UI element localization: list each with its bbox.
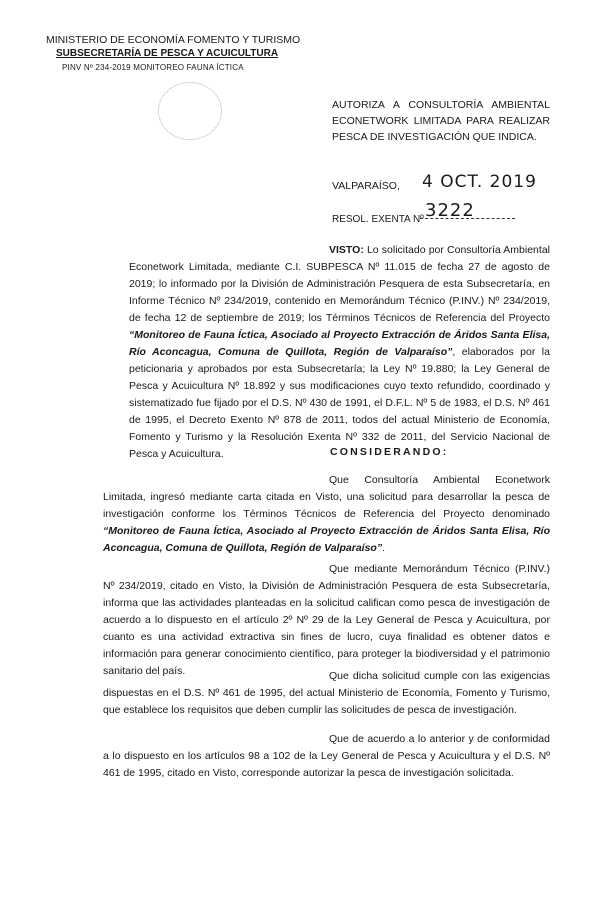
resolution-number-line: [420, 218, 515, 219]
resolution-number: 3222: [425, 200, 475, 221]
considerando-paragraph-1: [103, 472, 550, 557]
visto-text-a: Lo solicitado por Consultoría Ambiental Econetwork Limitada, mediante C.I. SUBPESCA Nº 11.015 de fecha 27 de agosto de 2019; lo informado por la División de Administración Pesquera de esta Subsecretaría, en Informe Técnico Nº 234/2019, contenido en Memorándum Técnico (P.INV.) Nº 234/2019, de fecha 12 de septiembre de 2019; los Términos Técnicos de Referencia del Proyecto: [129, 244, 550, 324]
considerando-paragraph-4: Que de acuerdo a lo anterior y de conformidad a lo dispuesto en los artículos 98 a 102 de la Ley General de Pesca y Acuicultura y el D.S. Nº 461 de 1995, citado en Visto, corresponde autorizar la pesca de investigación solicitada.: [103, 733, 550, 779]
considerando-paragraph-2: Que mediante Memorándum Técnico (P.INV.) Nº 234/2019, citado en Visto, la División de Administración Pesquera de esta Subsecretaría, informa que las actividades planteadas en la solicitud califican como pesca de investigación de acuerdo a lo dispuesto en el artículo 2º Nº 29 de la Ley General de Pesca y Acuicultura, por cuanto es una actividad extractiva sin fines de lucro, cuya finalidad es obtener datos e información para generar conocimiento científico, para proteger la biodiversidad y el patrimonio sanitario del país.: [103, 563, 550, 677]
official-seal-stamp: [158, 82, 222, 140]
document-header: [46, 33, 300, 75]
visto-text-b: , elaborados por la peticionaria y aprobados por esta Subsecretaría; la Ley Nº 19.880; la Ley General de Pesca y Acuicultura Nº 18.892 y sus modificaciones cuyo texto refundido, coordinado y sistematizado fue fijado por el D.S. Nº 430 de 1991, el D.F.L. Nº 5 de 1983, el D.S. Nº 461 de 1995, el Decreto Exento Nº 878 de 2011, todos del actual Ministerio de Economía, Fomento y Turismo y la Resolución Exenta Nº 332 de 2011, del Servicio Nacional de Pesca y Acuicultura.: [129, 346, 550, 460]
p1-text-a: Que Consultoría Ambiental Econetwork Limitada, ingresó mediante carta citada en Visto, una solicitud para desarrollar la pesca de investigación conforme los Términos Técnicos de Referencia del Proyecto denominado: [103, 474, 550, 520]
resolution-date: 4 OCT. 2019: [422, 172, 537, 192]
considerando-paragraph-3: Que dicha solicitud cumple con las exigencias dispuestas en el D.S. Nº 461 de 1995, del actual Ministerio de Economía, Fomento y Turismo, que establece los requisitos que deben cumplir las solicitudes de pesca de investigación.: [103, 670, 550, 716]
reference-code: PINV Nº 234-2019 MONITOREO FAUNA ÍCTICA: [62, 63, 244, 72]
place-label: VALPARAÍSO,: [332, 180, 400, 192]
visto-paragraph: [129, 242, 550, 463]
considerando-heading: CONSIDERANDO:: [330, 446, 449, 458]
subsecretaria-name: SUBSECRETARÍA DE PESCA Y ACUICULTURA: [56, 48, 279, 59]
p1-project-title: “Monitoreo de Fauna Íctica, Asociado al Proyecto Extracción de Áridos Santa Elisa, Río Aconcagua, Comuna de Quillota, Región de Valparaíso”: [103, 525, 550, 554]
ministry-name: MINISTERIO DE ECONOMÍA FOMENTO Y TURISMO: [46, 34, 301, 46]
visto-label: VISTO:: [329, 244, 364, 256]
resolution-label: RESOL. EXENTA Nº: [332, 214, 424, 225]
p1-text-b: .: [382, 542, 385, 554]
visto-project-title: “Monitoreo de Fauna Íctica, Asociado al Proyecto Extracción de Áridos Santa Elisa, Río Aconcagua, Comuna de Quillota, Región de Valparaíso”: [129, 329, 550, 358]
resolution-subject: AUTORIZA A CONSULTORÍA AMBIENTAL ECONETWORK LIMITADA PARA REALIZAR PESCA DE INVESTIGACIÓN QUE INDICA.: [332, 99, 550, 143]
